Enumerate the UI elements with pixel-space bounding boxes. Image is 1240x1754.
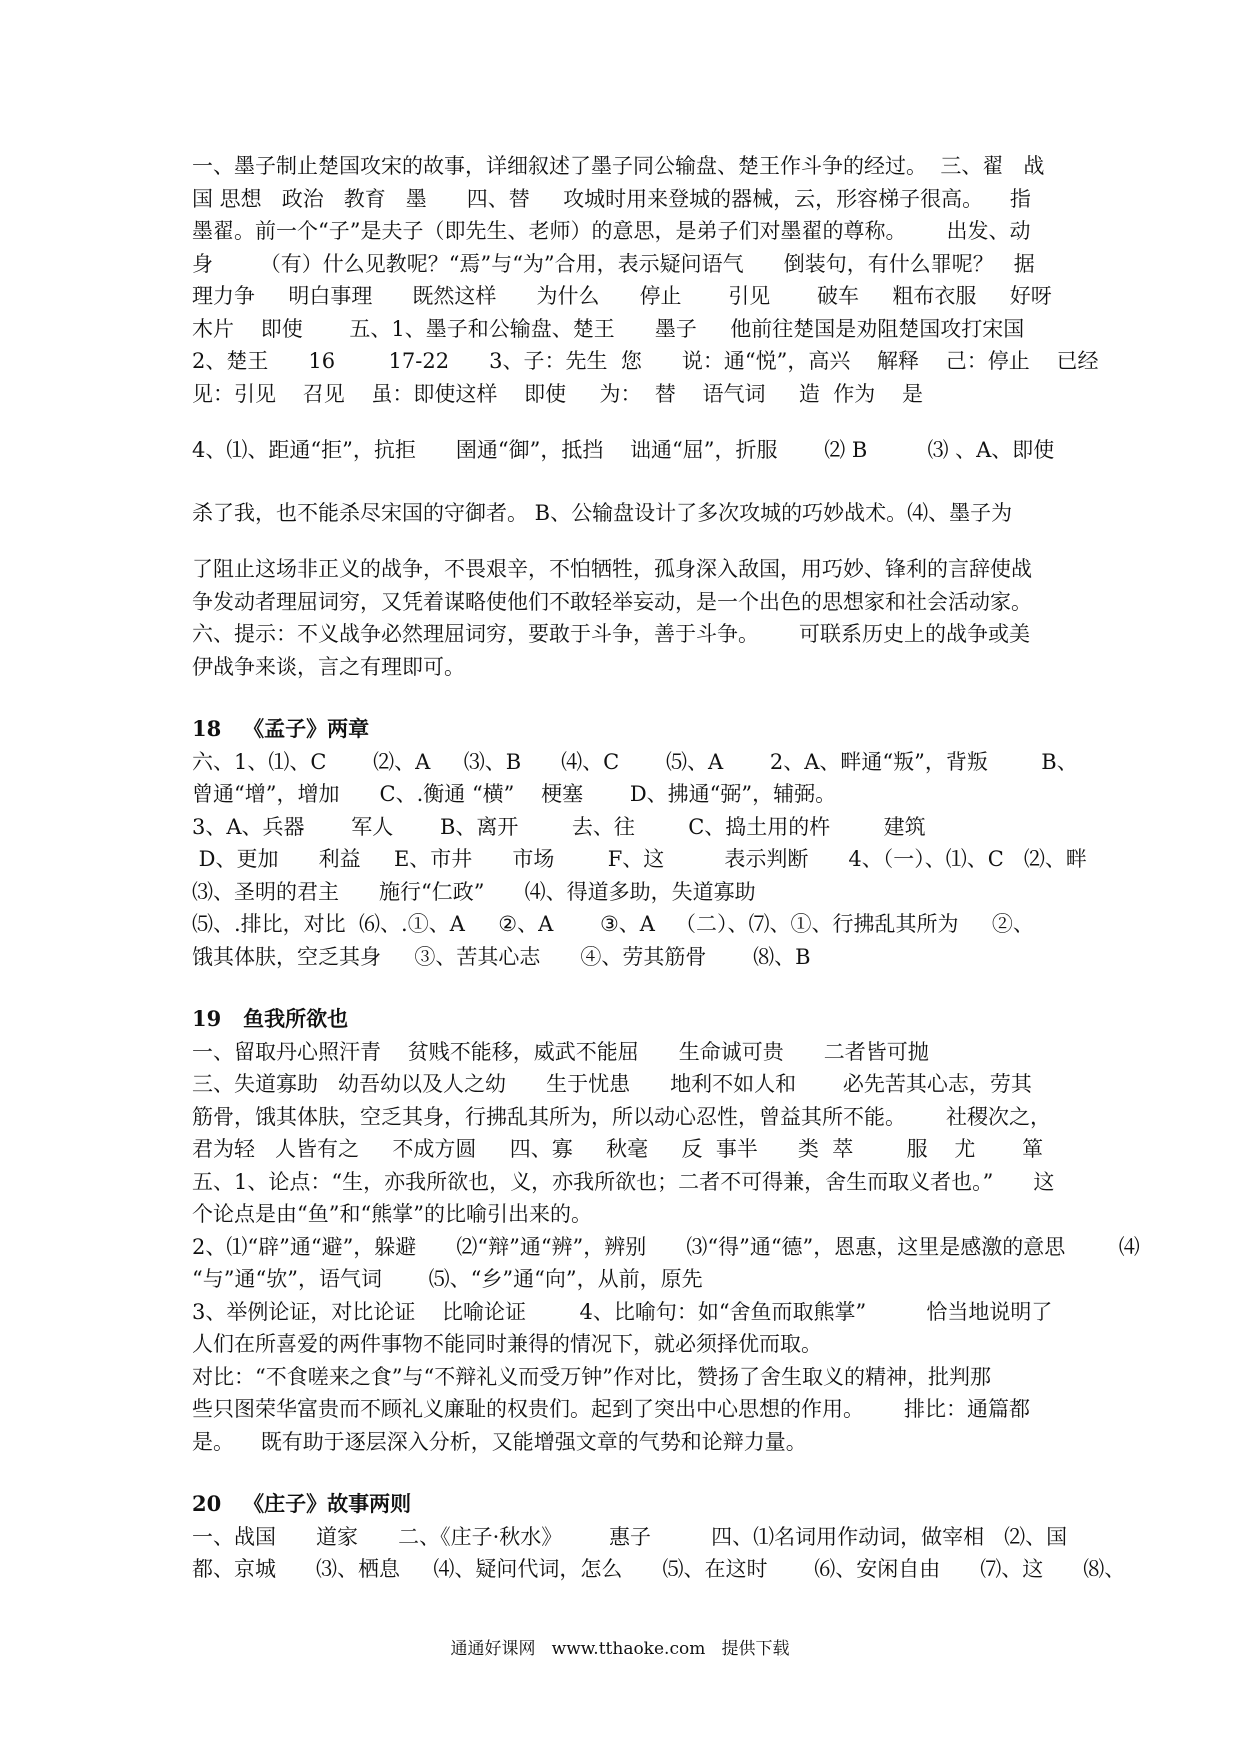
text-line: D、更加 利益 E、市井 市场 F、这 表示判断 4、（一）、⑴、C ⑵、畔 [192, 847, 1087, 871]
text-line: 见：引见 召见 虽：即使这样 即使 为： 替 语气词 造 作为 是 [192, 381, 923, 406]
text-line: 2、⑴“辟”通“避”，躲避 ⑵“辩”通“辨”，辨别 ⑶“得”通“德”，恩惠，这里是感激的意思 ⑷ [192, 1234, 1140, 1259]
text-line: 五、1、论点：“生，亦我所欲也，义，亦我所欲也；二者不可得兼，舍生而取义者也。” 这 [192, 1169, 1055, 1194]
text-line: 国 思想 政治 教育 墨 四、替 攻城时用来登城的器械，云，形容梯子很高。 指 [192, 186, 1031, 211]
text-line: 个论点是由“鱼”和“熊掌”的比喻引出来的。 [192, 1202, 592, 1226]
text-line: 杀了我，也不能杀尽宋国的守御者。 B、公输盘设计了多次攻城的巧妙战术。⑷、墨子为 [192, 500, 1013, 525]
section-17-answers [192, 150, 1099, 683]
text-line: 伊战争来谈，言之有理即可。 [192, 654, 465, 679]
text-line: ⑶、圣明的君主 施行“仁政” ⑷、得道多助，失道寡助 [192, 879, 756, 904]
text-line: 一、战国 道家 二、《庄子·秋水》 惠子 四、⑴名词用作动词，做宰相 ⑵、国 [192, 1524, 1068, 1549]
section-heading: 18 《孟子》两章 [192, 716, 370, 741]
text-line: 是。 既有助于逐层深入分析，又能增强文章的气势和论辩力量。 [192, 1429, 807, 1454]
text-line: 墨翟。前一个“子”是夫子（即先生、老师）的意思，是弟子们对墨翟的尊称。 出发、动 [192, 219, 1031, 243]
text-line: 曾通“增”，增加 C、.衡通 “横” 梗塞 D、拂通“弼”，辅弼。 [192, 782, 837, 806]
text-line: 对比：“不食嗟来之食”与“不辩礼义而受万钟”作对比，赞扬了舍生取义的精神，批判那 [192, 1364, 991, 1389]
text-line: 都、京城 ⑶、栖息 ⑷、疑问代词，怎么 ⑸、在这时 ⑹、安闲自由 ⑺、这 ⑻、 [192, 1557, 1126, 1581]
text-line: 六、提示：不义战争必然理屈词穷，要敢于斗争，善于斗争。 可联系历史上的战争或美 [192, 622, 1031, 646]
section-18 [192, 713, 1087, 973]
text-line: 3、举例论证，对比论证 比喻论证 4、比喻句：如“舍鱼而取熊掌” 恰当地说明了 [192, 1299, 1053, 1324]
text-line: 一、墨子制止楚国攻宋的故事，详细叙述了墨子同公输盘、楚王作斗争的经过。 三、翟 战 [192, 154, 1045, 178]
text-line: 身 （有）什么见教呢？“焉”与“为”合用，表示疑问语气 倒装句，有什么罪呢？ 据 [192, 251, 1035, 276]
section-20 [192, 1488, 1126, 1586]
text-line: “与”通“欤”，语气词 ⑸、“乡”通“向”，从前，原先 [192, 1267, 703, 1291]
text-line: ⑸、.排比，对比 ⑹、.①、A ②、A ③、A （二）、⑺、①、行拂乱其所为 ②、 [192, 912, 1034, 936]
text-line: 一、留取丹心照汗青 贫贱不能移，威武不能屈 生命诚可贵 二者皆可抛 [192, 1039, 929, 1064]
text-line: 些只图荣华富贵而不顾礼义廉耻的权贵们。起到了突出中心思想的作用。 排比：通篇都 [192, 1397, 1031, 1421]
text-line: 2、楚王 16 17-22 3、子：先生 您 说：通“悦”，高兴 解释 己：停止 已经 [192, 349, 1099, 373]
section-19 [192, 1003, 1140, 1458]
text-line: 六、1、⑴、C ⑵、A ⑶、B ⑷、C ⑸、A 2、A、畔通“叛”，背叛 B、 [192, 749, 1078, 774]
text-line: 筋骨，饿其体肤，空乏其身，行拂乱其所为，所以动心忍性，曾益其所不能。 社稷次之， [192, 1104, 1052, 1129]
text-line: 人们在所喜爱的两件事物不能同时兼得的情况下，就必须择优而取。 [192, 1332, 822, 1356]
text-line: 三、失道寡助 幼吾幼以及人之幼 生于忧患 地利不如人和 必先苦其心志，劳其 [192, 1072, 1032, 1096]
text-line: 3、A、兵器 军人 B、离开 去、往 C、捣土用的杵 建筑 [192, 814, 926, 839]
text-line: 了阻止这场非正义的战争，不畏艰辛，不怕牺牲，孤身深入敌国，用巧妙、锋利的言辞使战 [192, 557, 1032, 581]
text-line: 争发动者理屈词穷，又凭着谋略使他们不敢轻举妄动，是一个出色的思想家和社会活动家。 [192, 589, 1032, 614]
text-line: 木片 即使 五、1、墨子和公输盘、楚王 墨子 他前往楚国是劝阻楚国攻打宋国 [192, 316, 1025, 341]
section-heading: 20 《庄子》故事两则 [192, 1491, 412, 1516]
document-body [192, 150, 1140, 1586]
section-heading: 19 鱼我所欲也 [192, 1006, 349, 1031]
text-line: 理力争 明白事理 既然这样 为什么 停止 引见 破车 粗布衣服 好呀 [192, 284, 1052, 308]
text-line-q4: 4、⑴、距通“拒”，抗拒 圉通“御”，抵挡 诎通“屈”，折服 ⑵ B ⑶ 、A、即使 [192, 438, 1055, 462]
text-line: 饿其体肤，空乏其身 ③、苦其心志 ④、劳其筋骨 ⑻、B [192, 944, 811, 969]
page-footer: 通通好课网 www.tthaoke.com 提供下载 [450, 1639, 790, 1659]
text-line: 君为轻 人皆有之 不成方圆 四、寡 秋毫 反 事半 类 萃 服 尤 箪 [192, 1137, 1044, 1161]
